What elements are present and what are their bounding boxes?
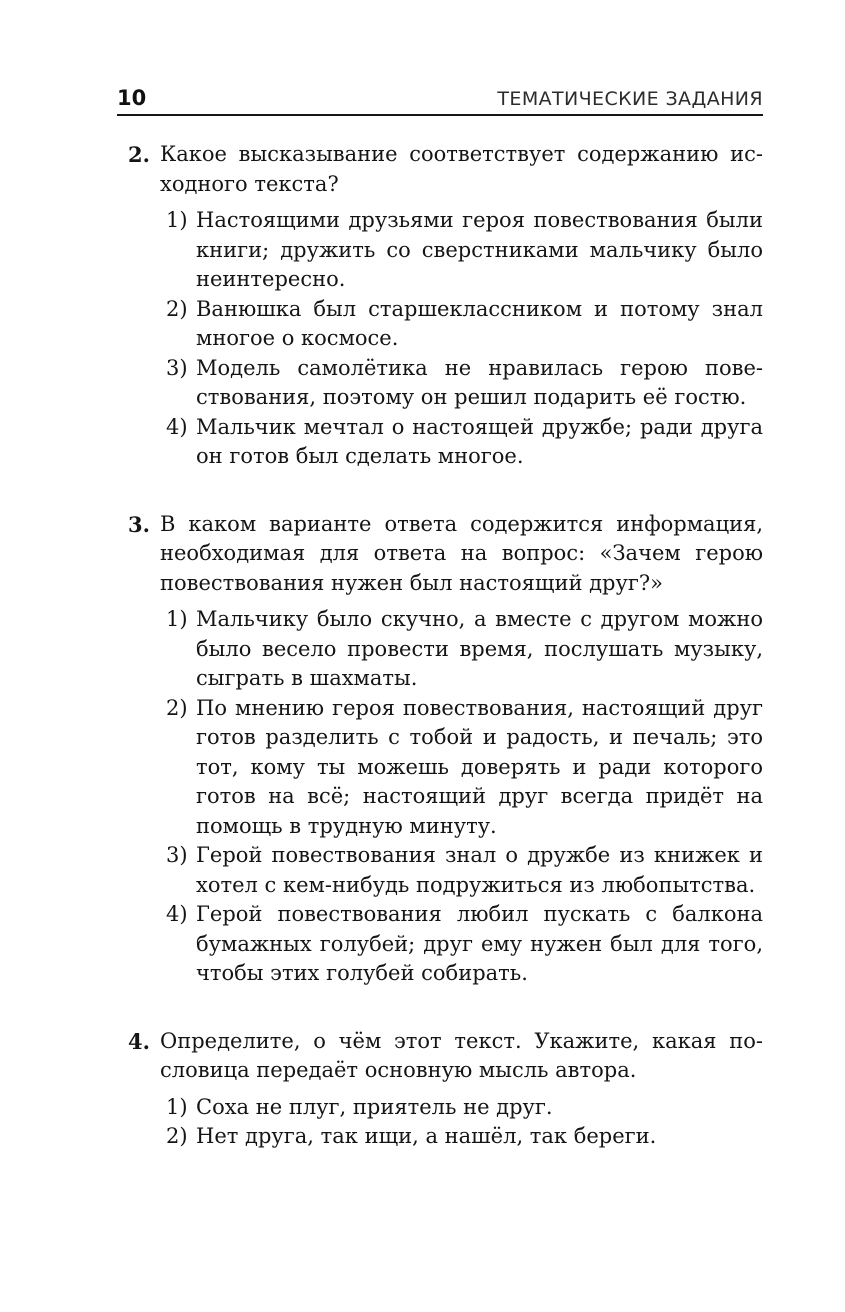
answer-option	[117, 694, 763, 842]
question-4-stem	[117, 1027, 763, 1086]
answer-option	[117, 605, 763, 694]
option-number: 3)	[166, 843, 188, 867]
question-3-text: В каком варианте ответа содержится информация, необходимая для ответа на вопрос: «Зачем герою повествования нужен был настоящий друг?»	[160, 511, 763, 595]
option-number: 1)	[166, 208, 188, 232]
option-text: По мнению героя повествования, настоящий друг готов разделить с тобой и радость, и печаль; это тот, кому ты можешь доверять и ради которого готов на всё; настоящий друг всегда придёт на помощь в трудную минуту.	[196, 695, 763, 838]
questions-list	[117, 140, 763, 1152]
option-text: Мальчику было скучно, а вместе с другом можно было весело провести время, послушать музыку, сыграть в шахматы.	[196, 607, 763, 690]
option-text: Герой повествования знал о дружбе из книжек и хотел с кем-нибудь подружиться из любопытства.	[196, 843, 763, 897]
option-text: Герой повествования любил пускать с балкона бумажных голубей; друг ему нужен был для того, чтобы этих голубей собирать.	[196, 902, 763, 985]
question-2-stem	[117, 140, 763, 199]
question-3-number: 3.	[128, 511, 150, 537]
question-4-text: Определите, о чём этот текст. Укажите, какая пословица передаёт основную мысль автора.	[160, 1028, 763, 1082]
answer-option	[117, 206, 763, 295]
question-2-text: Какое высказывание соответствует содержанию исходного текста?	[160, 142, 763, 196]
page-number: 10	[117, 86, 147, 110]
question-4-options	[117, 1093, 763, 1152]
option-number: 2)	[166, 296, 188, 321]
answer-option	[117, 1122, 763, 1152]
question-2	[117, 140, 763, 472]
running-title: ТЕМАТИЧЕСКИЕ ЗАДАНИЯ	[497, 88, 763, 110]
question-2-options	[117, 206, 763, 472]
option-text: Соха не плуг, приятель не друг.	[196, 1094, 553, 1119]
option-number: 4)	[166, 902, 188, 926]
option-number: 2)	[166, 1124, 188, 1148]
answer-option	[117, 354, 763, 413]
question-3	[117, 510, 763, 989]
option-text: Нет друга, так ищи, а нашёл, так береги.	[196, 1124, 657, 1148]
question-4	[117, 1027, 763, 1152]
option-text: Ванюшка был старшеклассником и потому знал многое о космосе.	[196, 296, 763, 350]
option-text: Мальчик мечтал о настоящей дружбе; ради друга он готов был сделать многое.	[196, 414, 763, 468]
option-number: 1)	[166, 1094, 188, 1119]
answer-option	[117, 900, 763, 989]
option-text: Модель самолётика не нравилась герою повествования, поэтому он решил подарить её гостю.	[196, 355, 763, 409]
question-2-number: 2.	[128, 142, 150, 167]
option-number: 4)	[166, 414, 188, 439]
answer-option	[117, 841, 763, 900]
answer-option	[117, 413, 763, 472]
option-text: Настоящими друзьями героя повествования были книги; дружить со сверстниками мальчику было неинтересно.	[196, 208, 763, 291]
question-3-options	[117, 605, 763, 989]
option-number: 3)	[166, 355, 188, 380]
answer-option	[117, 295, 763, 354]
option-number: 1)	[166, 607, 188, 631]
answer-option	[117, 1093, 763, 1123]
page-header	[117, 88, 763, 116]
option-number: 2)	[166, 695, 188, 720]
question-3-stem	[117, 510, 763, 599]
question-4-number: 4.	[128, 1028, 150, 1054]
